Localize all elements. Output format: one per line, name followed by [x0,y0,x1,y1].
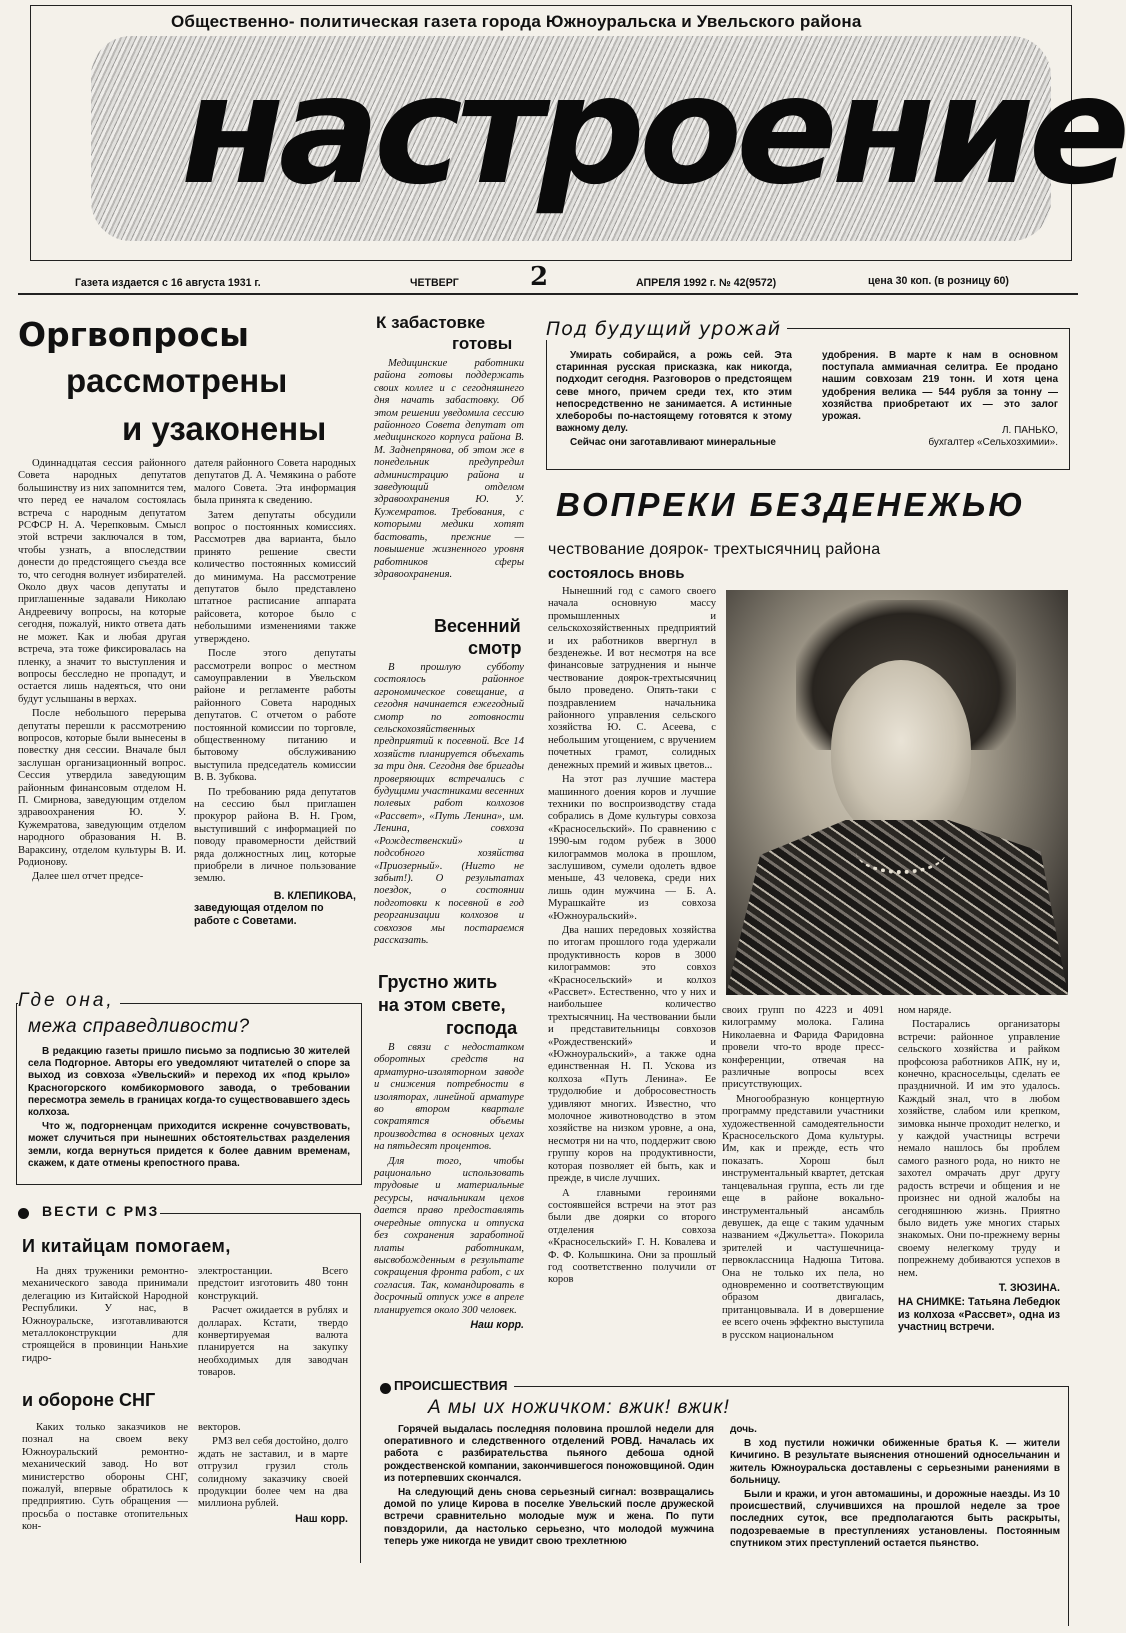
article-rmz-col2 [198,1266,348,1382]
rubric-rmz-vrule [360,1213,361,1563]
article-urozhai-author-role: бухгалтер «Сельхозхимии». [928,437,1058,449]
article-vesenniy-title-1: Весенний [434,616,521,636]
article-orgvoprosy-para: Затем депутаты обсудили вопрос о постоянных комиссиях. Рассмотрев два варианта, было принято решение свести количество постоянных комиссий до минимума. На рассмотрение депутатов было представлено штатное расписание аппарата райсовета, которое было с небольшими изменениями также утверждено. [194,509,356,645]
article-orgvoprosy-para: Далее шел отчет предсе- [32,871,144,883]
photo-necklace [856,830,946,874]
article-zabastovka-title-1: К забастовке [376,313,486,332]
article-vopreki-col1 [548,586,716,1289]
article-rmz-author: Наш корр. [295,1512,348,1525]
article-vopreki-author: Т. ЗЮЗИНА. [998,1281,1060,1294]
article-rmz-para: векторов. [198,1422,241,1433]
article-vopreki-para: Нынешний год с самого своего начала основную массу промышленных и сельскохозяйственных предприятий и их работников ввергнул в безденежье. И вот несмотря на все финансовые затруднения и нынче чествование доярок-трехтысячниц было проведено. Опять-таки с поздравлением начальника районного управления сельского хозяйства Ю. С. Асеева, с небольшим угощением, с вручением почетных грамот, солидных денежных премий и живых цветов... [548,586,716,771]
masthead-subtitle: Общественно- политическая газета города Южноуральска и Увельского района [171,12,862,31]
article-orgvoprosy-author: В. КЛЕПИКОВА, [273,889,356,902]
article-orgvoprosy-para: дателя районного Совета народных депутатов Д. А. Чемякина о работе малого Совета. Эта информация была принята к сведению. [194,458,356,507]
article-incidents-col1 [384,1424,714,1550]
article-grustno-title-3: господа [446,1018,518,1038]
article-urozhai-right [822,350,1058,450]
rubric-incidents-bullet-icon [380,1383,391,1394]
article-orgvoprosy-title-1: Оргвопросы [18,315,249,354]
article-rmz-para: Каких только заказчиков не познал на своем веку Южноуральский ремонтно-механический завод. Но вот министерство обороны СНГ, пожалуй, впервые обратилось к предприятию. Суть обращения — просьба о поставке отопительных кон- [22,1422,188,1533]
article-grustno-body [374,1042,524,1331]
masthead-day: 2 [530,262,549,292]
article-urozhai-para: Умирать собирайся, а рожь сей. Эта старинная русская присказка, как никогда, подходит сегодня. Разговоров о предстоящем севе много, причем среди тех, кто этим непосредственно не занимается. А истинные хлеборобы по-настоящему готовятся к этому важному делу. [556,350,792,435]
article-rmz-title-1: И китайцам помогаем, [22,1236,231,1256]
article-orgvoprosy-col2 [194,458,356,927]
masthead-since: Газета издается с 16 августа 1931 г. [75,277,261,289]
article-orgvoprosy-para: После небольшого перерыва депутаты перешли к рассмотрению вопросов, которые были вынесены в повестку дня сессии. Вначале был заслушан организационный вопрос. Сессия утвердила заведующим районным финансовым отделом Н. П. Смирнова, заведующим отделом здравоохранения Ю. У. Кужемратова, заведующим отделом народного образования Н. В. Вараксину, отделом культуры В. И. Родионову. [18,708,186,868]
article-vopreki-subtitle-2: состоялось вновь [548,565,685,582]
article-mezha-para: Что ж, подгорненцам приходится искренне сочувствовать, может случиться при нынешних обстоятельствах разделения земли, когда вернуться придется к более давним временам, скажем, к дате отмены крепостного права. [28,1121,350,1169]
article-rmz-title-2: и обороне СНГ [22,1390,156,1410]
article-grustno-para: В связи с недостатком оборотных средств на арматурно-изоляторном заводе и снижения потребности в изоляторах, линейной арматуре во втором квартале сократятся объемы производства в основных цехах на пятьдесят процентов. [374,1042,524,1153]
article-grustno-para: Для того, чтобы рационально использовать трудовые и материальные ресурсы, начальникам цехов дается право предоставлять очередные отпуска и отпуска без сохранения заработной платы работникам, высвобожденным в результате сокращения фронта работ, с их согласия. Так, командировать в досрочный отпуск уже в апреле планируется около 300 человек. [374,1155,524,1316]
article-zabastovka-body [374,358,524,583]
article-orgvoprosy-col1 [18,458,186,886]
article-vopreki-para: На этот раз лучшие мастера машинного доения коров и лучшие техники по воспроизводству стада собрались в Доме культуры совхоза «Красносельский». По сравнению с 1990-ым годом рубеж в 3000 килограммов молока в прошлом, заслушивом, сумели одолеть вдвое меньше, 43 человека, среди них лишь один мужчина — Б. А. Мурашкайте из совхоза «Южноуральский». [548,774,716,922]
article-orgvoprosy-para: После этого депутаты рассмотрели вопрос о местном самоуправлении в Увельском районе и регламенте работы районного Совета народных депутатов. С отчетом о работе постоянной комиссии по торговле, общественному питанию и бытовому обслуживанию выступила председатель комиссии В. В. Зубкова. [194,648,356,784]
article-vopreki-para: Два наших передовых хозяйства по итогам прошлого года удержали продуктивность коров в 3000 килограммов: это совхоз «Красносельский» и колхоз «Рассвет». Естественно, что у них и наибольшее количество трехтысячниц. На чествовании были и представительницы совхозов «Рождественский» и «Южноуральский», а также одна единственная Н. П. Ускова из колхоза «Путь Ленина». Ее трудолюбие и добросовестность удивляют многих. Известно, что молочное животноводство в этом хозяйстве на низком уровне, а она, несмотря ни на что, поддержит свою группу коров на продуктивности, которая позволяет ей быть, как и прежде, в числе лучших. [548,924,716,1185]
article-incidents-para: Были и кражи, и угон автомашины, и дорожные наезды. Из 10 происшествий, случившихся на прошлой неделе за трое последних суток, все предполагаются быть раскрыты, подозреваемые в преступлениях установлены. Постоянным спутником этих преступлений остается пьянство. [730,1489,1060,1549]
article-orgvoprosy-para: По требованию ряда депутатов на сессию был приглашен прокурор района В. Н. Гром, выступивший с информацией по поводу правомерности действий ряда должностных лиц, которые приобрели в личное пользование землю. [194,786,356,885]
article-grustno-title-2: на этом свете, [378,995,506,1015]
article-urozhai-title: Под будущий урожай [546,318,787,340]
article-vopreki-para: А главными героинями состоявшейся встречи на этот раз были две доярки со второго отделения совхоза «Красносельский» Г. Н. Ковалева и Ф. Ф. Колышкина. Они за прошлый год соответственно получили от коров [548,1187,716,1286]
article-vopreki-para: Постарались организаторы встречи: районное управление сельского хозяйства и райком профсоюза работников АПК, ну и, конечно, красносельцы, сделать ее праздничной. И им это удалось. Каждый знал, что в любом хозяйстве, слабом или крепком, зимовка нынче проходит нелегко, и у каждой участницы встречи немало нашлось бы проблем самого разного рода, но никто не захотел омрачать друг другу радость встречи и общения и не произнес ни одной жалобы на сегодняшнюю жизнь. Приятно было видеть уже многих старых знакомых. Они по-прежнему верны своему нелегкому труду и попрежнему добиваются успехов в нем. [898,1019,1060,1279]
article-vopreki-col3 [898,1005,1060,1334]
article-orgvoprosy-author-role: заведующая отделом по работе с Советами. [194,902,324,927]
article-incidents-para: Горячей выдалась последняя половина прошлой недели для оперативного и следственного отделений РОВД. Началась их работа с разбирательства пьяного дебоша одной рождественской компании, закончившегося поножовщиной. Один из потерпевших скончался. [384,1424,714,1484]
article-vopreki-col2 [722,1005,884,1344]
article-vopreki-title: ВОПРЕКИ БЕЗДЕНЕЖЬЮ [556,486,1026,523]
masthead-date: АПРЕЛЯ 1992 г. № 42(9572) [636,277,777,289]
article-vopreki-subtitle-1: чествование доярок- трехтысячниц района [548,541,881,558]
article-incidents-para: В ход пустили ножички обиженные братья К. — жители Кичигино. В результате выяснения отношений односельчанин и житель Южноуральска доставлены с серьезными ранениями в больницу. [730,1438,1060,1486]
article-incidents-col2 [730,1424,1060,1552]
article-urozhai-para: Сейчас они заготавливают минеральные [570,437,776,449]
article-urozhai-author: Л. ПАНЬКО, [1001,425,1058,437]
article-mezha-body [28,1046,350,1172]
article-mezha-title-2: межа справедливости? [28,1016,250,1037]
article-vopreki-para: своих групп по 4223 и 4091 килограмму молока. Галина Николаевна и Фарида Фаридовна провели что-то вроде пресс-конференции, отвечая на различные вопросы всех присутствующих. [722,1005,884,1091]
rubric-rmz: ВЕСТИ С РМЗ [42,1203,160,1219]
article-incidents-para: дочь. [730,1424,757,1435]
article-rmz-col3 [22,1422,188,1536]
masthead [30,5,1125,261]
masthead-price: цена 30 коп. (в розницу 60) [868,275,1009,287]
article-mezha-title-1: Где она, [18,990,120,1012]
article-grustno-title-1: Грустно жить [378,972,498,992]
masthead-rule [18,293,1078,295]
article-zabastovka-title-2: готовы [452,334,513,353]
article-rmz-col4 [198,1422,348,1525]
rubric-rmz-bullet-icon [18,1208,29,1219]
rubric-incidents-rule [514,1386,1068,1387]
article-urozhai-para: удобрения. В марте к нам в основном поступала аммиачная селитра. Ее продано нашим совхозам 219 тонн. И хотя цена удобрения велика — 544 рубля за тонну — хозяйства приобретают их — это залог урожая. [822,350,1058,423]
article-rmz-para: На днях труженики ремонтно-механического завода принимали делегацию из Китайской Народной Республики. У нас, в Южноуральске, изготавливаются металлоконструкции для строящейся в провинции Наньхие гидро- [22,1266,188,1364]
article-mezha-para: В редакцию газеты пришло письмо за подписью 30 жителей села Подгорное. Авторы его уведомляют читателей о споре за выход из совхоза «Увельский» и переход их «под крыло» Красногорского комбикормового завода, о требовании пересмотра земель в границах когда-то существовавшего здесь колхоза. [28,1046,350,1119]
rubric-incidents: ПРОИСШЕСТВИЯ [394,1378,508,1393]
article-rmz-col1 [22,1266,188,1367]
masthead-weekday: ЧЕТВЕРГ [410,277,459,289]
photo-face [831,660,971,840]
article-incidents-para: На следующий день снова серьезный сигнал: возвращались домой по улице Кирова в поселке Увельский после дружеской встречи сравнительно молодые муж и жена. По пути повздорили, да настолько серьезно, что молодой мужчина теперь уже никогда не увидит свою трехлетнюю [384,1487,714,1547]
article-rmz-para: электростанции. Всего предстоит изготовить 480 тонн конструкций. [198,1266,348,1302]
article-vesenniy-para: В прошлую субботу состоялось районное агрономическое совещание, а сегодня начинается ежегодный смотр по готовности сельскохозяйственных предприятий к посевной. Все 14 хозяйств планируется объехать за три дня. Сегодня две бригады проверяющих встречались с будущими участниками весенних полевых работ колхозов «Рассвет», «Путь Ленина», им. Ленина, совхоза «Рождественский» и подсобного хозяйства «Приозерный». (Нигто не забыт!). О результатах поездок, о состоянии подготовки к посевной в год реорганизации колхозов и совхозов мы постараемся рассказать. [374,662,524,946]
article-orgvoprosy-title-2: рассмотрены [66,362,288,399]
article-rmz-para: РМЗ вел себя достойно, долго ждать не заставил, и в марте отгрузил грузил столь солидному заказчику своей продукции более чем на два миллиона рублей. [198,1436,348,1510]
article-incidents-title: А мы их ножичком: вжик! вжик! [428,1397,730,1418]
article-vopreki-caption: НА СНИМКЕ: Татьяна Лебедюк из колхоза «Рассвет», одна из участниц встречи. [898,1296,1060,1334]
article-rmz-para: Расчет ожидается в рублях и долларах. Кстати, твердо конвертируемая валюта планируется на закупку необходимых для заводчан товаров. [198,1305,348,1379]
article-orgvoprosy-title-3: и узаконены [122,410,327,447]
article-orgvoprosy-para: Одиннадцатая сессия районного Совета народных депутатов большинству из них запомнится тем, что перед ее началом состоялась встреча с народным депутатом РСФСР Н. А. Черепковым. Смысл этой встречи заключался в том, чтобы узнать, а впоследствии донести до предстоящего съезда все то, что сегодня волнует избирателей. Около двух часов депутаты и приглашенные задавали Николаю Андреевичу вопросы, на которые сегодня, пожалуй, никто ответа дать не может. Как и любая другая встреча, эта тоже фиксировалась на пленку, а значит то выступления и вопросы бесследно не пропадут, и остается лишь надеяться, что они будут услышаны в верхах. [18,458,186,705]
article-zabastovka-para: Медицинские работники района готовы поддержать своих коллег и с сегодняшнего дня начать забастовку. Об этом решении уведомила сессию районного Совета депутат от медицинского корпуса района В. М. Заднепрянова, об этом же в понедельник предупредил администрацию района и заведующий отделом здравоохранения Ю. У. Кужемратов. Требования, с которыми медики хотят бастовать, прежние — повышение жизненного уровня работников сферы здравоохранения. [374,358,524,580]
masthead-logo: настроение [181,44,1125,218]
photo-milkmaid [726,590,1068,995]
article-grustno-author: Наш корр. [470,1318,524,1331]
article-urozhai-left [556,350,792,452]
rubric-rmz-rule [160,1213,360,1214]
article-vesenniy-body [374,662,524,949]
article-vopreki-para: Многообразную концертную программу представили участники художественной самодеятельности Красносельского Дома культуры. Им, как и прежде, есть что показать. Хорош был инструментальный квартет, детская танцевальная группа, есть ли где еще в районе вокально-инструментальный ансамбль девушек, да еще с таким удачным названием «Джульетта». Покорила зрителей и частушечница-первоклассница Надюша Титова. Она не только их пела, но одновременно и соответствующим образом двигалась, пританцовывала. И в довершение ее всего очень эффектно выступила в русском национальном [722,1093,884,1341]
rubric-incidents-vrule [1068,1386,1069,1626]
article-vesenniy-title-2: смотр [468,638,522,658]
article-vopreki-para: ном наряде. [898,1005,952,1016]
